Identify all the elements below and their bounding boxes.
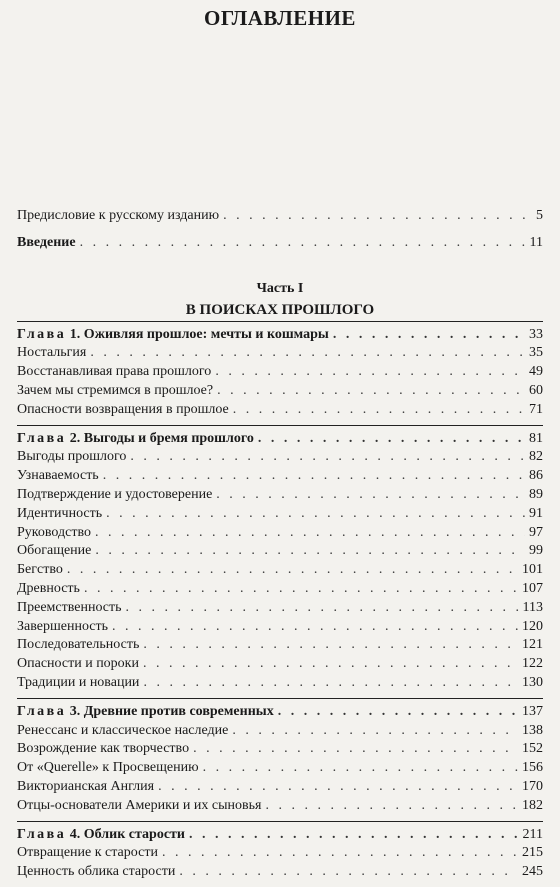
chapter-prefix: Глава [17, 430, 67, 446]
page-number: 215 [522, 845, 543, 861]
leader-dots [143, 674, 518, 693]
chapter-prefix: Глава [17, 826, 67, 842]
chapter-heading-label [17, 430, 254, 449]
page-number: 101 [522, 562, 543, 578]
page-number: 138 [522, 722, 543, 738]
leader-dots [258, 430, 525, 449]
toc-entry-label: Обогащение [17, 543, 92, 559]
toc-section-entry[interactable] [17, 636, 543, 655]
toc-section-entry[interactable] [17, 344, 543, 363]
toc-entry-label: Зачем мы стремимся в прошлое? [17, 382, 214, 398]
toc-entry-introduction[interactable] [17, 234, 543, 253]
toc-entry-label: Ностальгия [17, 345, 87, 361]
toc-section-entry[interactable] [17, 363, 543, 382]
toc-entry-label: Выгоды прошлого [17, 449, 127, 465]
page-number: 130 [522, 674, 543, 690]
leader-dots [278, 703, 518, 722]
toc-section-entry[interactable] [17, 674, 543, 693]
toc-entry-label: Идентичность [17, 505, 103, 521]
chapter-list [17, 321, 543, 887]
page-number: 245 [522, 864, 543, 880]
leader-dots [223, 207, 532, 226]
page-number: 82 [529, 449, 543, 465]
leader-dots [215, 363, 525, 382]
toc-entry-label: От «Querelle» к Просвещению [17, 760, 199, 776]
toc-entry-label: Руководство [17, 524, 91, 540]
toc-entry-label: Древность [17, 580, 80, 596]
leader-dots [158, 778, 518, 797]
page-number: 156 [522, 760, 543, 776]
toc-section-entry[interactable] [17, 844, 543, 863]
page-number: 122 [522, 656, 543, 672]
page-number: 35 [529, 345, 543, 361]
chapter-title: 2. Выгоды и бремя прошлого [69, 430, 254, 446]
toc-entry-label: Последовательность [17, 637, 140, 653]
toc-entry-label: Опасности возвращения в прошлое [17, 401, 229, 417]
leader-dots [162, 844, 518, 863]
leader-dots [143, 636, 518, 655]
leader-dots [179, 863, 518, 882]
toc-chapter-heading[interactable] [17, 826, 543, 845]
leader-dots [143, 655, 518, 674]
leader-dots [233, 401, 525, 420]
chapter-prefix: Глава [17, 326, 67, 342]
leader-dots [84, 580, 518, 599]
leader-dots [95, 542, 525, 561]
toc-entry-label: Опасности и пороки [17, 656, 139, 672]
chapter-heading-label [17, 826, 185, 845]
page-number: 120 [522, 618, 543, 634]
chapter-heading-label [17, 326, 329, 345]
toc-section-entry[interactable] [17, 561, 543, 580]
toc-section-entry[interactable] [17, 655, 543, 674]
page-number: 91 [529, 505, 543, 521]
toc-chapter-heading[interactable] [17, 326, 543, 345]
toc-entry-label: Бегство [17, 562, 63, 578]
toc-chapter-heading[interactable] [17, 430, 543, 449]
toc-entry-label: Отвращение к старости [17, 845, 158, 861]
page-number: 97 [529, 524, 543, 540]
toc-section-entry[interactable] [17, 759, 543, 778]
chapter-title: 1. Оживляя прошлое: мечты и кошмары [69, 326, 329, 342]
toc-entry-label: Подтверждение и удостоверение [17, 486, 213, 502]
page-number: 60 [529, 382, 543, 398]
page-number: 86 [529, 468, 543, 484]
part-label: Часть I [256, 280, 304, 296]
toc-section-entry[interactable] [17, 618, 543, 637]
toc-entry-label: Ценность облика старости [17, 864, 176, 880]
toc-section-entry[interactable] [17, 467, 543, 486]
leader-dots [189, 826, 519, 845]
toc-entry-label: Восстанавливая права прошлого [17, 364, 212, 380]
leader-dots [112, 618, 518, 637]
toc-entry-label: Традиции и новации [17, 674, 140, 690]
chapter-title: 4. Облик старости [69, 826, 185, 842]
leader-dots [333, 326, 525, 345]
toc-entry-label: Ренессанс и классическое наследие [17, 722, 229, 738]
toc-entry-label: Узнаваемость [17, 468, 99, 484]
toc-entry-label: Предисловие к русскому изданию [17, 208, 220, 223]
page-number: 152 [522, 741, 543, 757]
leader-dots [67, 561, 518, 580]
leader-dots [106, 505, 525, 524]
page-number: 137 [522, 703, 543, 719]
leader-dots [90, 344, 525, 363]
toc-section-entry[interactable] [17, 722, 543, 741]
toc-section-entry[interactable] [17, 505, 543, 524]
part-title: В ПОИСКАХ ПРОШЛОГО [185, 301, 375, 318]
leader-dots [216, 486, 525, 505]
leader-dots [265, 797, 518, 816]
toc-section-entry[interactable] [17, 448, 543, 467]
chapter-prefix: Глава [17, 703, 67, 719]
page-number: 11 [529, 234, 543, 250]
leader-dots [95, 524, 525, 543]
toc-section-entry[interactable] [17, 797, 543, 816]
leader-dots [232, 722, 518, 741]
page-title: ОГЛАВЛЕНИЕ [204, 6, 356, 30]
page-number: 170 [522, 778, 543, 794]
page-number: 89 [529, 486, 543, 502]
page-number: 5 [536, 208, 543, 223]
toc-section-entry[interactable] [17, 401, 543, 420]
toc-section-entry[interactable] [17, 778, 543, 797]
toc-entry-label: Возрождение как творчество [17, 741, 190, 757]
toc-section-entry[interactable] [17, 863, 543, 882]
toc-entry-label: Введение [17, 234, 76, 250]
toc-entry-preface[interactable] [17, 207, 543, 226]
chapter-title: 3. Древние против современных [69, 703, 274, 719]
leader-dots [130, 448, 525, 467]
page-number: 81 [529, 430, 543, 446]
page-number: 211 [522, 826, 543, 842]
toc-entry-label: Викторианская Англия [17, 778, 155, 794]
leader-dots [193, 740, 518, 759]
leader-dots [103, 467, 525, 486]
page-number: 113 [522, 599, 543, 615]
toc-section-entry[interactable] [17, 740, 543, 759]
page-number: 107 [522, 580, 543, 596]
toc-entry-label: Отцы-основатели Америки и их сыновья [17, 797, 262, 813]
leader-dots [80, 234, 526, 253]
toc-section-entry[interactable] [17, 524, 543, 543]
toc-entry-label: Завершенность [17, 618, 109, 634]
page-number: 121 [522, 637, 543, 653]
toc-section-entry[interactable] [17, 580, 543, 599]
table-of-contents [17, 207, 543, 887]
page-number: 71 [529, 401, 543, 417]
toc-section-entry[interactable] [17, 382, 543, 401]
page-number: 99 [529, 543, 543, 559]
chapter-heading-label [17, 703, 274, 722]
toc-section-entry[interactable] [17, 599, 543, 618]
toc-entry-label: Преемственность [17, 599, 122, 615]
toc-section-entry[interactable] [17, 486, 543, 505]
leader-dots [126, 599, 519, 618]
toc-section-entry[interactable] [17, 542, 543, 561]
leader-dots [203, 759, 518, 778]
page-number: 33 [529, 326, 543, 342]
page-number: 182 [522, 797, 543, 813]
toc-chapter-heading[interactable] [17, 703, 543, 722]
page-number: 49 [529, 364, 543, 380]
leader-dots [217, 382, 525, 401]
